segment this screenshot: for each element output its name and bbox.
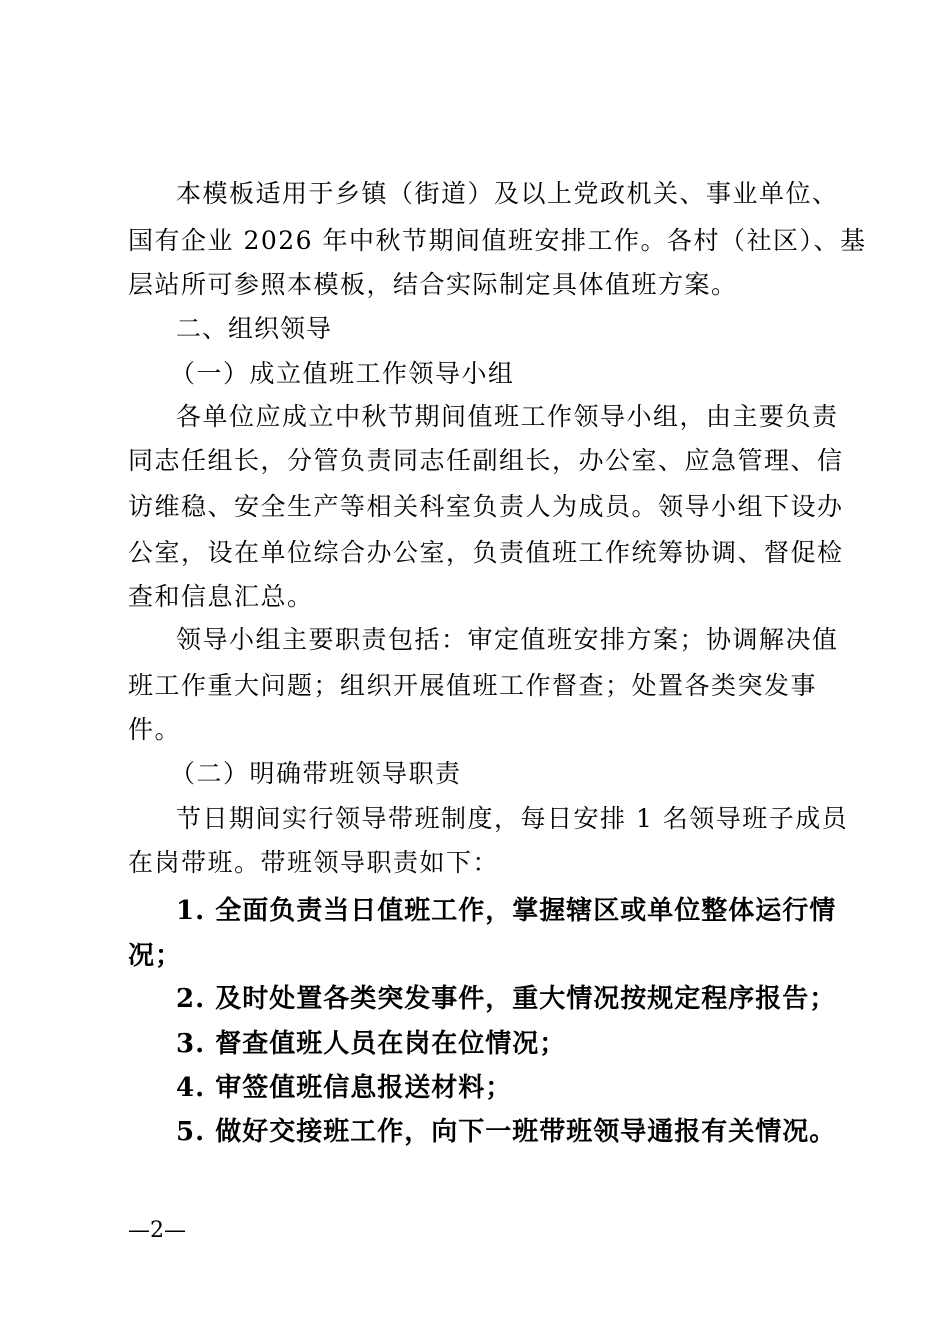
list-item: 5. 做好交接班工作，向下一班带班领导通报有关情况。 [176, 1117, 837, 1147]
paragraph-line: 同志任组长，分管负责同志任副组长，办公室、应急管理、信 [128, 446, 844, 475]
paragraph-line: 班工作重大问题；组织开展值班工作督查；处置各类突发事 [128, 671, 818, 700]
paragraph-line: 在岗带班。带班领导职责如下： [128, 848, 500, 877]
subsection-heading: （一）成立值班工作领导小组 [170, 359, 515, 388]
paragraph-line: 各单位应成立中秋节期间值班工作领导小组，由主要负责 [176, 402, 839, 431]
list-item: 1. 全面负责当日值班工作，掌握辖区或单位整体运行情 [176, 896, 837, 926]
paragraph-line: 公室，设在单位综合办公室，负责值班工作统筹协调、督促检 [128, 538, 844, 567]
paragraph-line: 访维稳、安全生产等相关科室负责人为成员。领导小组下设办 [128, 492, 844, 521]
list-item: 2. 及时处置各类突发事件，重大情况按规定程序报告； [176, 984, 837, 1014]
list-item-continuation: 况； [128, 941, 183, 971]
subsection-heading: （二）明确带班领导职责 [170, 759, 462, 788]
paragraph-intro-line: 国有企业 2026 年中秋节期间值班安排工作。各村（社区）、基 [128, 226, 867, 255]
paragraph-line: 节日期间实行领导带班制度，每日安排 1 名领导班子成员 [176, 804, 849, 833]
list-item: 3. 督查值班人员在岗在位情况； [176, 1029, 567, 1059]
paragraph-intro-line: 本模板适用于乡镇（街道）及以上党政机关、事业单位、 [176, 179, 839, 208]
list-item: 4. 审签值班信息报送材料； [176, 1073, 513, 1103]
paragraph-line: 件。 [128, 715, 182, 744]
section-heading: 二、组织领导 [176, 314, 333, 343]
paragraph-intro-line: 层站所可参照本模板，结合实际制定具体值班方案。 [128, 270, 738, 299]
paragraph-line: 领导小组主要职责包括：审定值班安排方案；协调解决值 [176, 625, 839, 654]
page-number: —2— [128, 1218, 186, 1243]
paragraph-line: 查和信息汇总。 [128, 582, 314, 611]
